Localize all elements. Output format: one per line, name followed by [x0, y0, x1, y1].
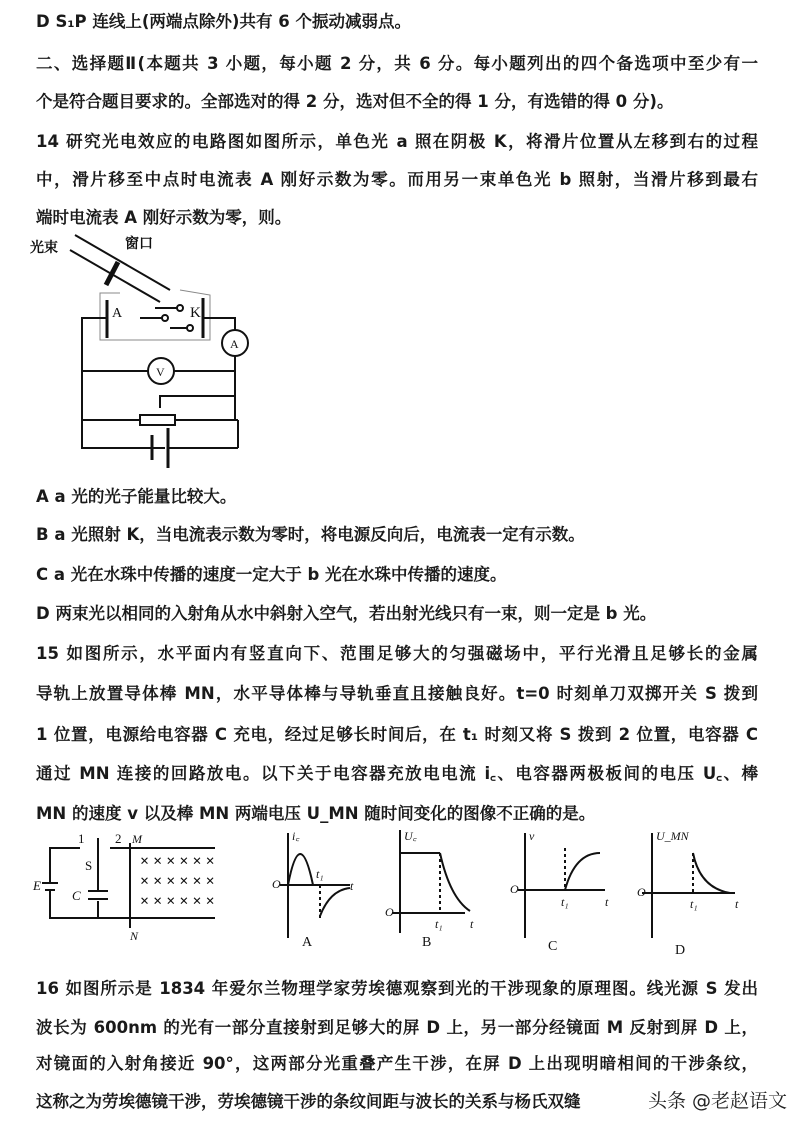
q14-stem: 端时电流表 A 刚好示数为零，则。 — [36, 208, 292, 227]
q14-option-a: A a 光的光子能量比较大。 — [36, 487, 237, 506]
q15-stem: 通过 MN 连接的回路放电。以下关于电容器充放电电流 i꜀、电容器两极板间的电压 U꜀、棒 — [36, 764, 758, 783]
graph-c-t1: t₁ — [561, 895, 569, 909]
cathode-label: K — [190, 305, 201, 321]
pos1-label: 1 — [78, 831, 85, 846]
n-label: N — [130, 929, 139, 943]
graph-a-x: t — [350, 879, 354, 893]
q15-stem: MN 的速度 v 以及棒 MN 两端电压 U_MN 随时间变化的图像不正确的是。 — [36, 804, 596, 823]
graph-a-label: A — [302, 935, 313, 950]
anode-label: A — [112, 306, 123, 321]
beam-label: 光束 — [30, 241, 58, 256]
graph-a-ylabel: i꜀ — [292, 829, 300, 843]
graph-c-label: C — [548, 939, 558, 954]
q15-stem: 15 如图所示，水平面内有竖直向下、范围足够大的匀强磁场中，平行光滑且足够长的金属 — [36, 644, 758, 663]
graph-a-origin: O — [272, 877, 281, 891]
svg-text:× × × × × ×: × × × × × × — [140, 893, 215, 910]
q16-stem: 16 如图所示是 1834 年爱尔兰物理学家劳埃德观察到光的干涉现象的原理图。线光源 S 发出 — [36, 979, 758, 998]
q14-option-d: D 两束光以相同的入射角从水中斜射入空气，若出射光线只有一束，则一定是 b 光。 — [36, 604, 657, 623]
graph-d-ylabel: U_MN — [656, 829, 689, 843]
q16-stem: 这称之为劳埃德镜干涉，劳埃德镜干涉的条纹间距与波长的关系与杨氏双缝 — [36, 1092, 581, 1111]
pos2-label: 2 — [115, 831, 122, 846]
graph-c-origin: O — [510, 882, 519, 896]
watermark: 头条 @老赵语文 — [648, 1086, 787, 1113]
m-label: M — [132, 832, 142, 846]
svg-text:× × × × × ×: × × × × × × — [140, 873, 215, 890]
graph-b-label: B — [422, 935, 432, 950]
graph-d-label: D — [675, 943, 686, 956]
ammeter-label: A — [230, 337, 239, 351]
q15-stem: 1 位置，电源给电容器 C 充电，经过足够长时间后，在 t₁ 时刻又将 S 拨到 2 位置，电容器 C — [36, 725, 758, 744]
section-heading-cont: 个是符合题目要求的。全部选对的得 2 分，选对但不全的得 1 分，有选错的得 0 分)。 — [36, 92, 674, 111]
graph-a-t1: t₁ — [316, 867, 324, 881]
q15-stem: 导轨上放置导体棒 MN，水平导体棒与导轨垂直且接触良好。t=0 时刻单刀双掷开关 S 拨到 — [36, 684, 758, 703]
c-label: C — [72, 888, 81, 903]
e-label: E — [33, 878, 41, 893]
text-line: D S₁P 连线上(两端点除外)共有 6 个振动减弱点。 — [36, 12, 411, 31]
q16-stem: 波长为 600nm 的光有一部分直接射到足够大的屏 D 上，另一部分经镜面 M 反射到屏 D 上， — [36, 1018, 758, 1037]
graph-d-origin: O — [637, 885, 646, 899]
svg-text:× × × × × ×: × × × × × × — [140, 853, 215, 870]
section-heading: 二、选择题Ⅱ(本题共 3 小题，每小题 2 分，共 6 分。每小题列出的四个备选项中至少有一 — [36, 54, 758, 73]
graph-c-ylabel: v — [529, 829, 535, 843]
q14-option-b: B a 光照射 K，当电流表示数为零时，将电源反向后，电流表一定有示数。 — [36, 525, 585, 544]
graph-b-x: t — [470, 917, 474, 931]
s-label: S — [85, 858, 93, 873]
q14-circuit-diagram — [30, 230, 270, 470]
graph-b-t1: t₁ — [435, 917, 443, 931]
q16-stem: 对镜面的入射角接近 90°，这两部分光重叠产生干涉，在屏 D 上出现明暗相间的干涉条纹， — [36, 1054, 758, 1073]
graph-d-t1: t₁ — [690, 897, 698, 911]
window-label: 窗口 — [125, 237, 153, 252]
graph-c-x: t — [605, 895, 609, 909]
graph-b-ylabel: U꜀ — [404, 829, 417, 843]
q14-stem: 中，滑片移至中点时电流表 A 刚好示数为零。而用另一束单色光 b 照射，当滑片移到最右 — [36, 170, 758, 189]
voltmeter-label: V — [156, 365, 165, 379]
q15-figures — [30, 828, 750, 956]
q14-stem: 14 研究光电效应的电路图如图所示，单色光 a 照在阴极 K，将滑片位置从左移到右的过程 — [36, 132, 758, 151]
graph-d-x: t — [735, 897, 739, 911]
q14-option-c: C a 光在水珠中传播的速度一定大于 b 光在水珠中传播的速度。 — [36, 565, 507, 584]
graph-b-origin: O — [385, 905, 394, 919]
